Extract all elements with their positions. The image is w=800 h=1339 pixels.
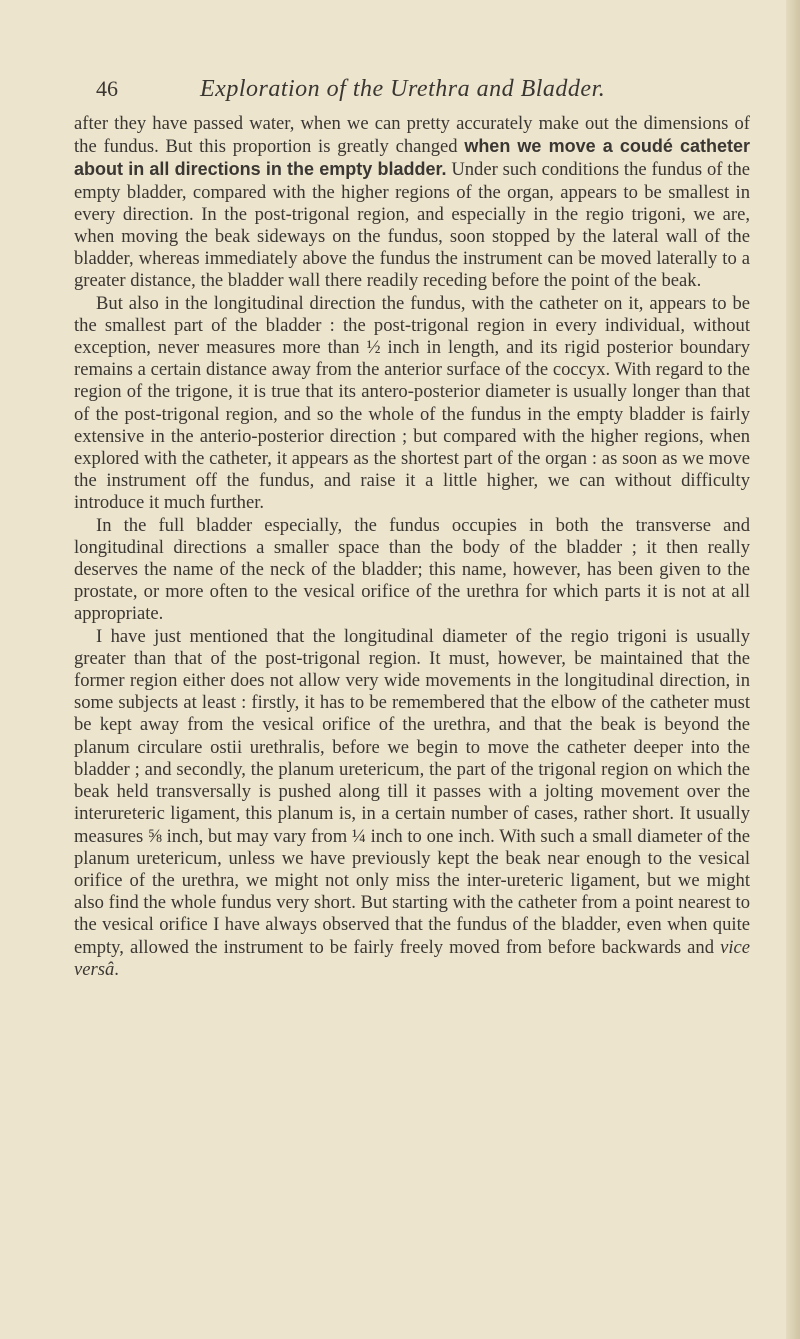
paragraph-3: In the full bladder especially, the fundus occupies in both the transverse and longitudinal directions a smaller space than the body of the bladder ; it then really deserves the name of the neck of the bladder; this name, however, has been given to the prostate, or more often to the vesical orifice of the urethra for which parts it is not at all appropriate. [74,514,750,625]
page-header [96,76,756,106]
paragraph-2: But also in the longitudinal direction the fundus, with the catheter on it, appears to be the smallest part of the bladder : the post-trigonal region in every individual, without exception, never measures more than ½ inch in length, and its rigid posterior boundary remains a certain distance away from the anterior surface of the coccyx. With regard to the region of the trigone, it is true that its antero-posterior diameter is usually longer than that of the post-trigonal region, and so the whole of the fundus in the empty bladder is fairly extensive in the anterio-posterior direction ; but compared with the higher regions, when explored with the catheter, it appears as the shortest part of the organ : as soon as we move the instrument off the fundus, and raise it a little higher, we can without difficulty introduce it much further. [74,292,750,514]
body-text [74,113,750,981]
paragraph-1-bold-text: when we move a coudé catheter about in all directions in the empty bladder. [74,136,750,180]
running-title: Exploration of the Urethra and Bladder. [200,76,606,102]
paragraph-4-text: I have just mentioned that the longitudinal diameter of the regio trigoni is usually greater than that of the post-trigonal region. It must, however, be maintained that the former region either does not allow very wide movements in the longitudinal direction, in some subjects at least : firstly, it has to be remembered that the elbow of the catheter must be kept away from the vesical orifice of the urethra, and that the beak is beyond the planum circulare ostii urethralis, before we begin to move the catheter deeper into the bladder ; and secondly, the planum uretericum, the part of the trigonal region on which the beak held transversally is pushed along till it passes with a jolting movement over the interureteric ligament, this planum is, in a certain number of cases, rather short. It usually measures ⅝ inch, but may vary from ¼ inch to one inch. With such a small diameter of the planum uretericum, unless we have previously kept the beak near enough to the vesical orifice of the urethra, we might not only miss the inter-ureteric ligament, but we might also find the whole fundus very short. But starting with the catheter from a point nearest to the vesical orifice I have always observed that the fundus of the bladder, even when quite empty, allowed the instrument to be fairly freely moved from before backwards and [74,625,750,958]
paragraph-4-end: . [114,958,119,980]
paragraph-1-text-a: after they have passed water, when we can pretty accurately make out the dimensions of the fundus. But this proportion is greatly changed [74,113,750,158]
paragraph-1-text-b: Under such conditions the fundus of the empty bladder, compared with the higher regions of the organ, appears to be smallest in every direction. In the post-trigonal region, and especially in the regio trigoni, we are, when moving the beak sideways on the fundus, soon stopped by the lateral wall of the bladder, whereas immediately above the fundus the instrument can be moved laterally to a greater distance, the bladder wall there readily receding before the point of the beak. [74,159,750,292]
page-number: 46 [96,76,118,101]
page-edge [786,0,800,1339]
paragraph-4 [74,626,750,981]
paragraph-4-italic-text: vice versâ [74,936,750,980]
paragraph-1 [74,113,750,293]
